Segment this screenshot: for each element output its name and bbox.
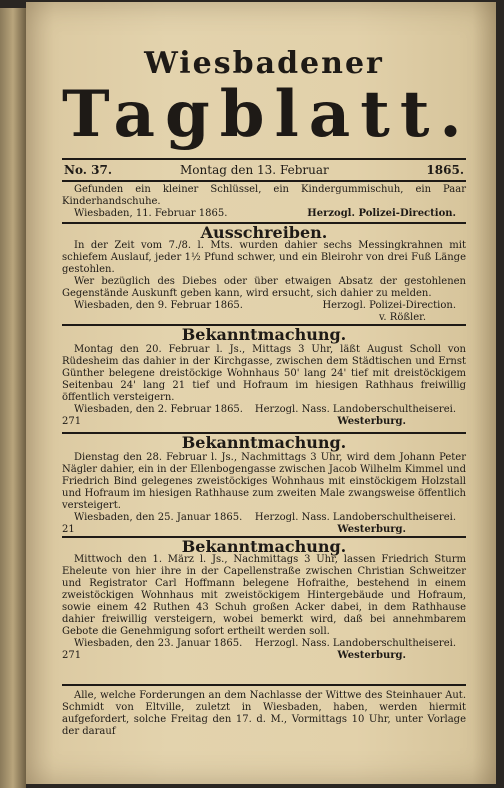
section-rule [62,684,466,686]
bekanntmachung-2-signature1: Herzogl. Nass. Landoberschultheiserei. [254,512,456,523]
bekanntmachung-3-signature1: Herzogl. Nass. Landoberschultheiserei. [254,638,456,649]
final-notice-text: Alle, welche Forderungen an dem Nachlasse der Wittwe des Steinhauer Aut. Schmidt von Eltville, zuletzt in Wiesbaden, haben, werden hiermit aufgefordert, solche Freitag den 17. d. M., Vormittags 10 Uhr, unter Vorlage der darauf [62,690,466,737]
adjacent-page-edge [0,8,26,788]
ausschreiben-p2: Wer bezüglich des Diebes oder über etwaigen Absatz der gestohlenen Gegenstände Auskunft geben kann, wird ersucht, sich dahier zu melden. [62,276,466,299]
final-notice [62,690,466,738]
bekanntmachung-2-text: Dienstag den 28. Februar l. Js., Nachmittags 3 Uhr, wird dem Johann Peter Nägler dahier, ein in der Ellenbogengasse zwischen Jacob Wilhelm Kimmel und Friedrich Bind gelegenes zweistöckiges Wohnhaus mit einstöckigem Holzstall und Hofraum im hiesigen Rathhause zum zweiten Male zwangsweise öffentlich versteigert. [62,452,466,511]
heading-bekanntmachung-3: Bekanntmachung. [62,536,466,556]
ausschreiben-signature1: Herzogl. Polizei-Direction. [322,300,456,311]
bekanntmachung-2-signature2: Westerburg. [337,524,406,535]
heading-bekanntmachung-2: Bekanntmachung. [62,432,466,452]
found-notice-place-date: Wiesbaden, 11. Februar 1865. [74,208,228,219]
bekanntmachung-3-place-date: Wiesbaden, den 23. Januar 1865. [74,638,243,649]
bekanntmachung-3-number: 271 [62,650,82,661]
found-notice [62,184,466,220]
bekanntmachung-1-place-date: Wiesbaden, den 2. Februar 1865. [74,404,243,415]
bekanntmachung-3-text: Mittwoch den 1. März l. Js., Nachmittags 3 Uhr, lassen Friedrich Sturm Eheleute von hier ihre in der Capellenstraße zwischen Christian Schweitzer und Registrator Carl Hoffmann belegene Hofraithe, bestehend in einem zweistöckigen Wohnhaus mit zweistöckigem Hintergebäude und Hofraum, sowie einem 42 Ruthen 43 Schuh großen Acker dabei, in dem Rathhause dahier freiwillig versteigern, wobei bemerkt wird, daß bei annehmbarem Gebote die Genehmigung sofort ertheilt werden soll. [62,554,466,637]
ausschreiben-notice [62,240,466,324]
heading-bekanntmachung-1: Bekanntmachung. [62,324,466,344]
bekanntmachung-3 [62,554,466,662]
bekanntmachung-1 [62,344,466,428]
bekanntmachung-1-signature1: Herzogl. Nass. Landoberschultheiserei. [254,404,456,415]
issue-line [62,158,466,182]
found-notice-signature: Herzogl. Polizei-Direction. [307,208,456,219]
issue-number: No. 37. [64,163,112,177]
bekanntmachung-2 [62,452,466,536]
ausschreiben-p1: In der Zeit vom 7./8. l. Mts. wurden dahier sechs Messingkrahnen mit schiefem Auslauf, jeder 1½ Pfund schwer, und ein Bleirohr von drei Fuß Länge gestohlen. [62,240,466,275]
bekanntmachung-1-number: 271 [62,416,82,427]
issue-year: 1865. [426,163,464,177]
masthead-line1: Wiesbadener [144,46,384,81]
masthead-title: Tagblatt. [62,77,472,152]
bekanntmachung-3-signature2: Westerburg. [337,650,406,661]
heading-ausschreiben: Ausschreiben. [62,222,466,242]
ausschreiben-signature2: v. Rößler. [378,312,426,323]
bekanntmachung-1-text: Montag den 20. Februar l. Js., Mittags 3 Uhr, läßt August Scholl von Rüdesheim das dahier in der Kirchgasse, zwischen dem Städtischen und Ernst Günther belegene dreistöckige Wohnhaus 50' lang 24' tief mit dreistöckigem Seitenbau 24' lang 21 tief und Hofraum im hiesigen Rathhaus freiwillig öffentlich versteigern. [62,344,466,403]
ausschreiben-place-date: Wiesbaden, den 9. Februar 1865. [74,300,243,311]
bekanntmachung-2-place-date: Wiesbaden, den 25. Januar 1865. [74,512,243,523]
found-notice-text: Gefunden ein kleiner Schlüssel, ein Kindergummischuh, ein Paar Kinderhandschuhe. [62,184,466,207]
bekanntmachung-1-signature2: Westerburg. [337,416,406,427]
issue-date: Montag den 13. Februar [180,163,329,177]
newspaper-page [26,2,496,784]
bekanntmachung-2-number: 21 [62,524,75,535]
